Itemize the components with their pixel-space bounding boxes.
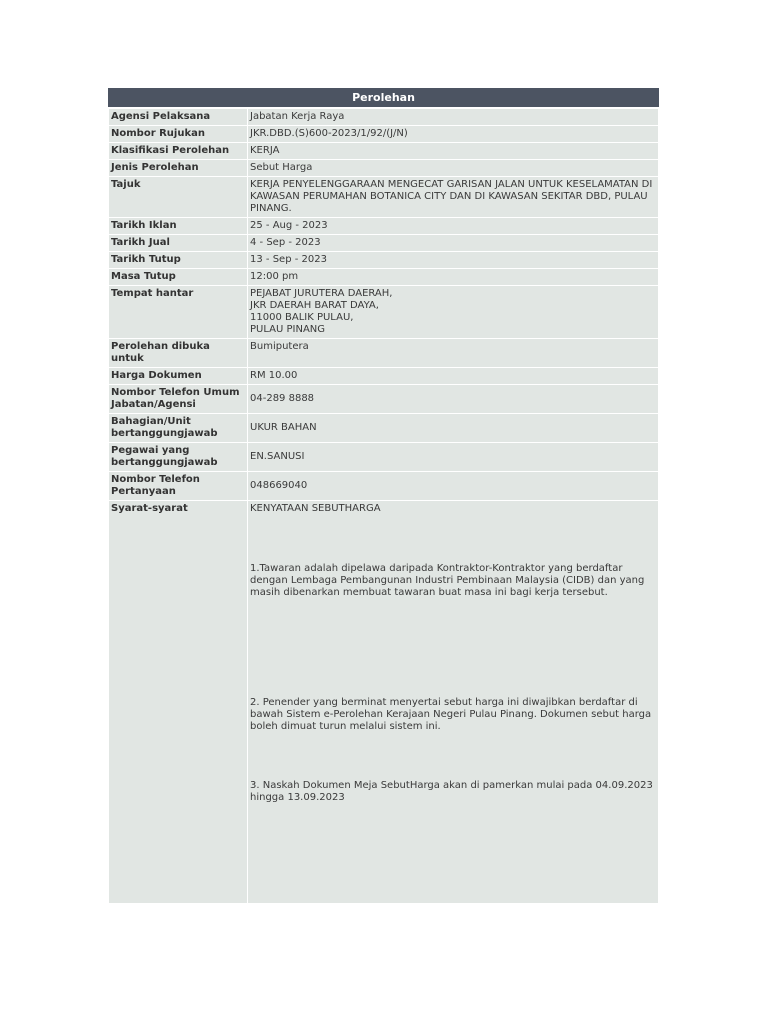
label-reference-number: Nombor Rujukan bbox=[109, 126, 248, 143]
value-delivery-place: PEJABAT JURUTERA DAERAH, JKR DAERAH BARAT DAYA, 11000 BALIK PULAU, PULAU PINANG bbox=[248, 286, 659, 339]
terms-heading: KENYATAAN SEBUTHARGA bbox=[250, 503, 381, 514]
terms-item-2: 2. Penender yang berminat menyertai sebut harga ini diwajibkan berdaftar di bawah Sistem e-Perolehan Kerajaan Negeri Pulau Pinang. Dokumen sebut harga boleh dimuat turun melalui sistem ini. bbox=[250, 697, 652, 732]
row-document-price bbox=[109, 368, 659, 385]
value-implementing-agency: Jabatan Kerja Raya bbox=[248, 109, 659, 126]
row-title bbox=[109, 177, 659, 218]
label-implementing-agency: Agensi Pelaksana bbox=[109, 109, 248, 126]
terms-item-1: 1.Tawaran adalah dipelawa daripada Kontraktor-Kontraktor yang berdaftar dengan Lembaga Pembangunan Industri Pembinaan Malaysia (CIDB) dan yang masih dibenarkan membuat tawaran buat masa ini bagi kerja tersebut. bbox=[250, 563, 645, 598]
label-agency-phone: Nombor Telefon Umum Jabatan/Agensi bbox=[109, 385, 248, 414]
value-classification: KERJA bbox=[248, 143, 659, 160]
row-classification bbox=[109, 143, 659, 160]
label-closing-date: Tarikh Tutup bbox=[109, 252, 248, 269]
row-responsible-officer bbox=[109, 443, 659, 472]
value-open-to: Bumiputera bbox=[248, 339, 659, 368]
row-sale-date bbox=[109, 235, 659, 252]
row-responsible-unit bbox=[109, 414, 659, 443]
value-agency-phone: 04-289 8888 bbox=[248, 385, 659, 414]
label-sale-date: Tarikh Jual bbox=[109, 235, 248, 252]
section-title: Perolehan bbox=[108, 88, 659, 107]
row-implementing-agency bbox=[109, 109, 659, 126]
terms-content bbox=[248, 501, 659, 904]
value-title: KERJA PENYELENGGARAAN MENGECAT GARISAN JALAN UNTUK KESELAMATAN DI KAWASAN PERUMAHAN BOTANICA CITY DAN DI KAWASAN SEKITAR DBD, PULAU PINANG. bbox=[248, 177, 659, 218]
value-document-price: RM 10.00 bbox=[248, 368, 659, 385]
label-ad-date: Tarikh Iklan bbox=[109, 218, 248, 235]
value-closing-date: 13 - Sep - 2023 bbox=[248, 252, 659, 269]
label-responsible-officer: Pegawai yang bertanggungjawab bbox=[109, 443, 248, 472]
label-inquiry-phone: Nombor Telefon Pertanyaan bbox=[109, 472, 248, 501]
value-sale-date: 4 - Sep - 2023 bbox=[248, 235, 659, 252]
row-open-to bbox=[109, 339, 659, 368]
procurement-details-table bbox=[108, 108, 659, 904]
value-inquiry-phone: 048669040 bbox=[248, 472, 659, 501]
label-open-to: Perolehan dibuka untuk bbox=[109, 339, 248, 368]
row-agency-phone bbox=[109, 385, 659, 414]
row-procurement-type bbox=[109, 160, 659, 177]
terms-item-3: 3. Naskah Dokumen Meja SebutHarga akan di pamerkan mulai pada 04.09.2023 hingga 13.09.2023 bbox=[250, 780, 653, 803]
procurement-sheet bbox=[108, 88, 659, 904]
label-responsible-unit: Bahagian/Unit bertanggungjawab bbox=[109, 414, 248, 443]
label-document-price: Harga Dokumen bbox=[109, 368, 248, 385]
row-terms bbox=[109, 501, 659, 904]
row-reference-number bbox=[109, 126, 659, 143]
value-procurement-type: Sebut Harga bbox=[248, 160, 659, 177]
label-classification: Klasifikasi Perolehan bbox=[109, 143, 248, 160]
row-inquiry-phone bbox=[109, 472, 659, 501]
row-ad-date bbox=[109, 218, 659, 235]
row-closing-time bbox=[109, 269, 659, 286]
label-closing-time: Masa Tutup bbox=[109, 269, 248, 286]
label-title: Tajuk bbox=[109, 177, 248, 218]
value-closing-time: 12:00 pm bbox=[248, 269, 659, 286]
label-delivery-place: Tempat hantar bbox=[109, 286, 248, 339]
value-reference-number: JKR.DBD.(S)600-2023/1/92/(J/N) bbox=[248, 126, 659, 143]
label-terms: Syarat-syarat bbox=[109, 501, 248, 904]
row-closing-date bbox=[109, 252, 659, 269]
label-procurement-type: Jenis Perolehan bbox=[109, 160, 248, 177]
value-ad-date: 25 - Aug - 2023 bbox=[248, 218, 659, 235]
row-delivery-place bbox=[109, 286, 659, 339]
value-responsible-unit: UKUR BAHAN bbox=[248, 414, 659, 443]
value-responsible-officer: EN.SANUSI bbox=[248, 443, 659, 472]
